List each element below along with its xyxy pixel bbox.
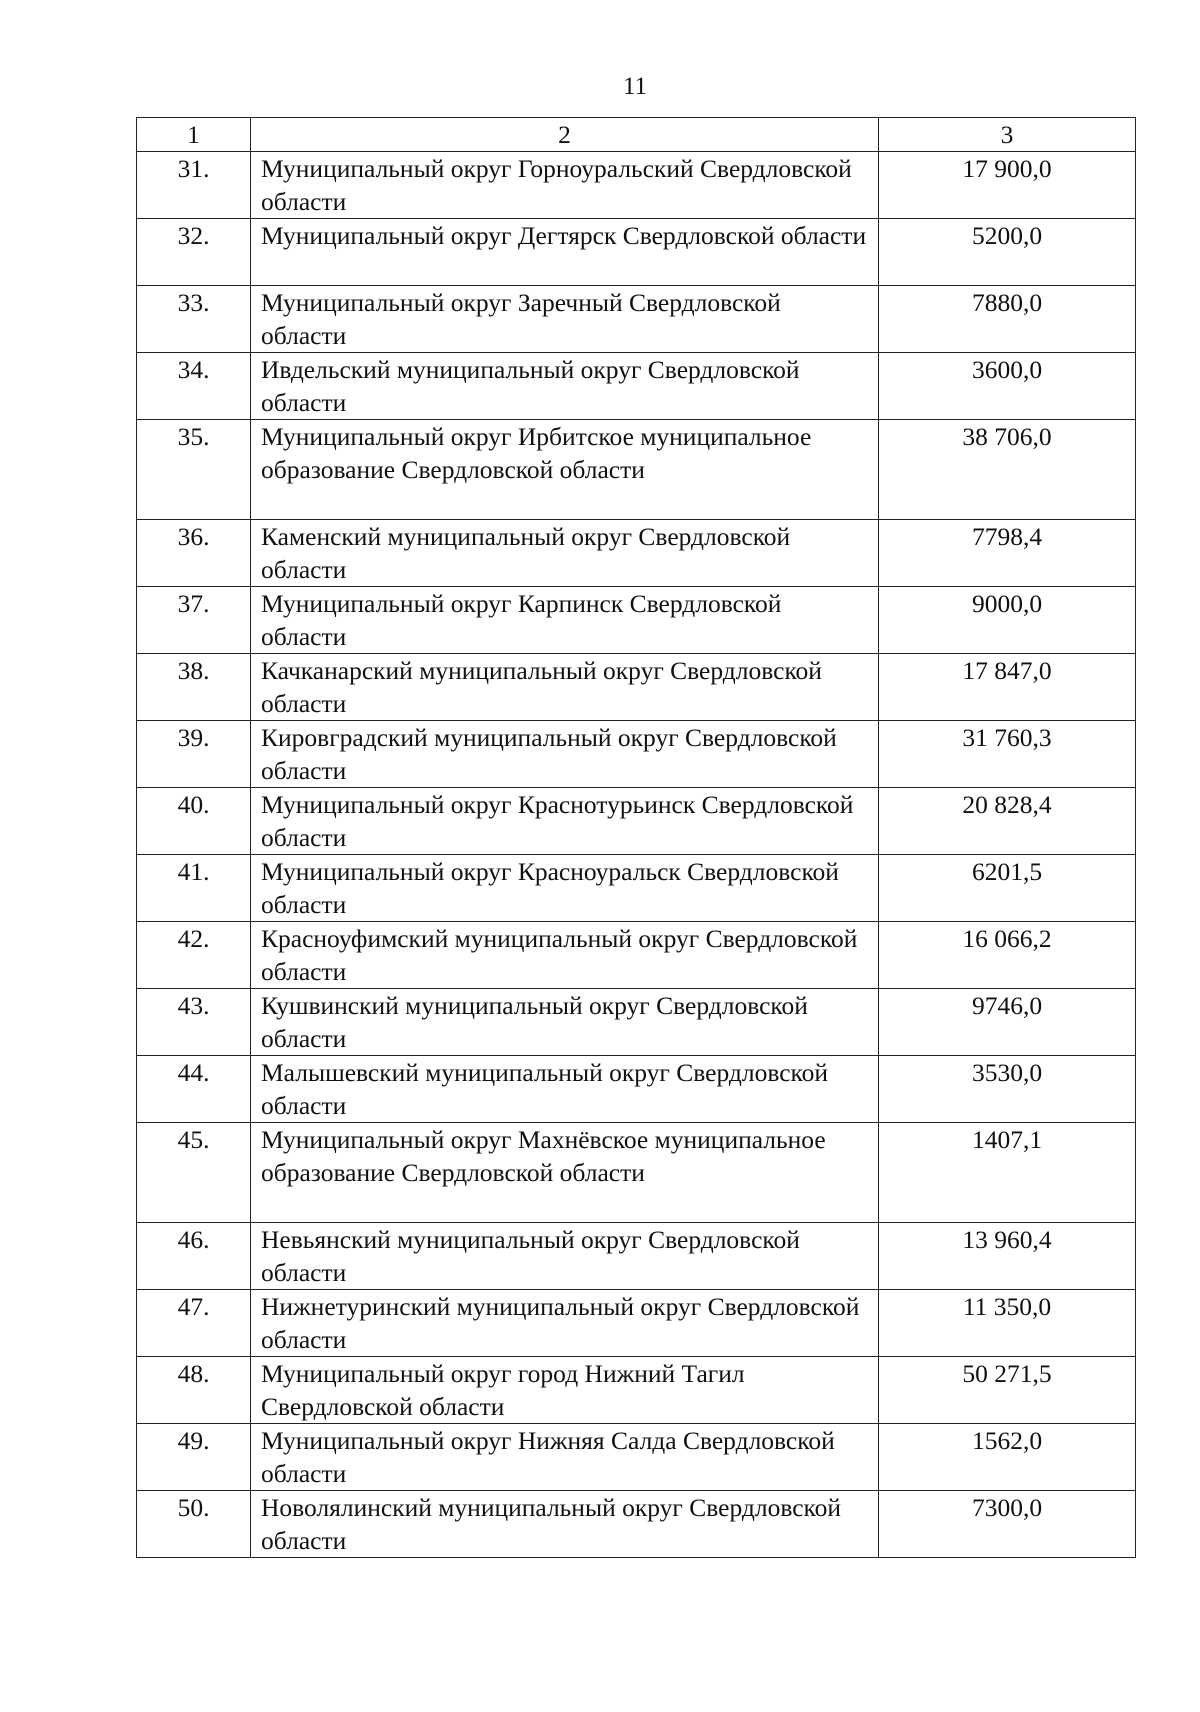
amount-value: 50 271,5 [879, 1357, 1136, 1424]
amount-value: 3600,0 [879, 353, 1136, 420]
municipality-name: Муниципальный округ Заречный Свердловской области [251, 286, 879, 353]
table-header-row [137, 118, 1136, 152]
municipality-name: Невьянский муниципальный округ Свердловской области [251, 1223, 879, 1290]
amount-value: 11 350,0 [879, 1290, 1136, 1357]
table-row [137, 520, 1136, 587]
municipality-name: Нижнетуринский муниципальный округ Свердловской области [251, 1290, 879, 1357]
amount-value: 5200,0 [879, 219, 1136, 286]
municipality-name: Муниципальный округ Махнёвское муниципальное образование Свердловской области [251, 1123, 879, 1223]
row-number: 38. [137, 654, 251, 721]
table-row [137, 855, 1136, 922]
table-row [137, 1357, 1136, 1424]
municipality-name: Муниципальный округ город Нижний Тагил Свердловской области [251, 1357, 879, 1424]
amount-value: 17 847,0 [879, 654, 1136, 721]
column-header-name: 2 [251, 118, 879, 152]
table-body [137, 152, 1136, 1558]
municipality-name: Ивдельский муниципальный округ Свердловской области [251, 353, 879, 420]
row-number: 36. [137, 520, 251, 587]
table-row [137, 1424, 1136, 1491]
table-row [137, 1290, 1136, 1357]
table-row [137, 286, 1136, 353]
amount-value: 7880,0 [879, 286, 1136, 353]
table-row [137, 1491, 1136, 1558]
table-row [137, 219, 1136, 286]
table-row [137, 353, 1136, 420]
row-number: 43. [137, 989, 251, 1056]
table-row [137, 989, 1136, 1056]
row-number: 41. [137, 855, 251, 922]
amount-value: 31 760,3 [879, 721, 1136, 788]
amount-value: 38 706,0 [879, 420, 1136, 520]
municipality-name: Муниципальный округ Краснотурьинск Свердловской области [251, 788, 879, 855]
table-row [137, 788, 1136, 855]
amount-value: 3530,0 [879, 1056, 1136, 1123]
municipality-name: Кушвинский муниципальный округ Свердловской области [251, 989, 879, 1056]
row-number: 33. [137, 286, 251, 353]
row-number: 48. [137, 1357, 251, 1424]
municipality-name: Муниципальный округ Красноуральск Свердловской области [251, 855, 879, 922]
row-number: 47. [137, 1290, 251, 1357]
amount-value: 7798,4 [879, 520, 1136, 587]
amount-value: 7300,0 [879, 1491, 1136, 1558]
row-number: 45. [137, 1123, 251, 1223]
row-number: 40. [137, 788, 251, 855]
page-number: 11 [622, 73, 648, 100]
municipality-name: Муниципальный округ Горноуральский Свердловской области [251, 152, 879, 219]
row-number: 35. [137, 420, 251, 520]
row-number: 46. [137, 1223, 251, 1290]
column-header-value: 3 [879, 118, 1136, 152]
table-row [137, 1123, 1136, 1223]
table-row [137, 922, 1136, 989]
row-number: 37. [137, 587, 251, 654]
amount-value: 16 066,2 [879, 922, 1136, 989]
amount-value: 6201,5 [879, 855, 1136, 922]
amount-value: 20 828,4 [879, 788, 1136, 855]
municipal-table [136, 117, 1136, 1558]
municipality-name: Новолялинский муниципальный округ Свердловской области [251, 1491, 879, 1558]
row-number: 32. [137, 219, 251, 286]
municipality-name: Качканарский муниципальный округ Свердловской области [251, 654, 879, 721]
table-row [137, 721, 1136, 788]
row-number: 44. [137, 1056, 251, 1123]
table-row [137, 654, 1136, 721]
table-row [137, 420, 1136, 520]
municipality-name: Муниципальный округ Ирбитское муниципальное образование Свердловской области [251, 420, 879, 520]
row-number: 42. [137, 922, 251, 989]
row-number: 39. [137, 721, 251, 788]
amount-value: 9746,0 [879, 989, 1136, 1056]
row-number: 50. [137, 1491, 251, 1558]
table-row [137, 587, 1136, 654]
municipality-name: Красноуфимский муниципальный округ Свердловской области [251, 922, 879, 989]
municipality-name: Малышевский муниципальный округ Свердловской области [251, 1056, 879, 1123]
row-number: 34. [137, 353, 251, 420]
amount-value: 13 960,4 [879, 1223, 1136, 1290]
row-number: 49. [137, 1424, 251, 1491]
amount-value: 1407,1 [879, 1123, 1136, 1223]
municipality-name: Кировградский муниципальный округ Свердловской области [251, 721, 879, 788]
amount-value: 1562,0 [879, 1424, 1136, 1491]
row-number: 31. [137, 152, 251, 219]
amount-value: 9000,0 [879, 587, 1136, 654]
column-header-number: 1 [137, 118, 251, 152]
municipality-name: Муниципальный округ Карпинск Свердловской области [251, 587, 879, 654]
municipality-name: Муниципальный округ Нижняя Салда Свердловской области [251, 1424, 879, 1491]
amount-value: 17 900,0 [879, 152, 1136, 219]
table-row [137, 152, 1136, 219]
table-row [137, 1223, 1136, 1290]
municipality-name: Муниципальный округ Дегтярск Свердловской области [251, 219, 879, 286]
municipality-name: Каменский муниципальный округ Свердловской области [251, 520, 879, 587]
table-row [137, 1056, 1136, 1123]
